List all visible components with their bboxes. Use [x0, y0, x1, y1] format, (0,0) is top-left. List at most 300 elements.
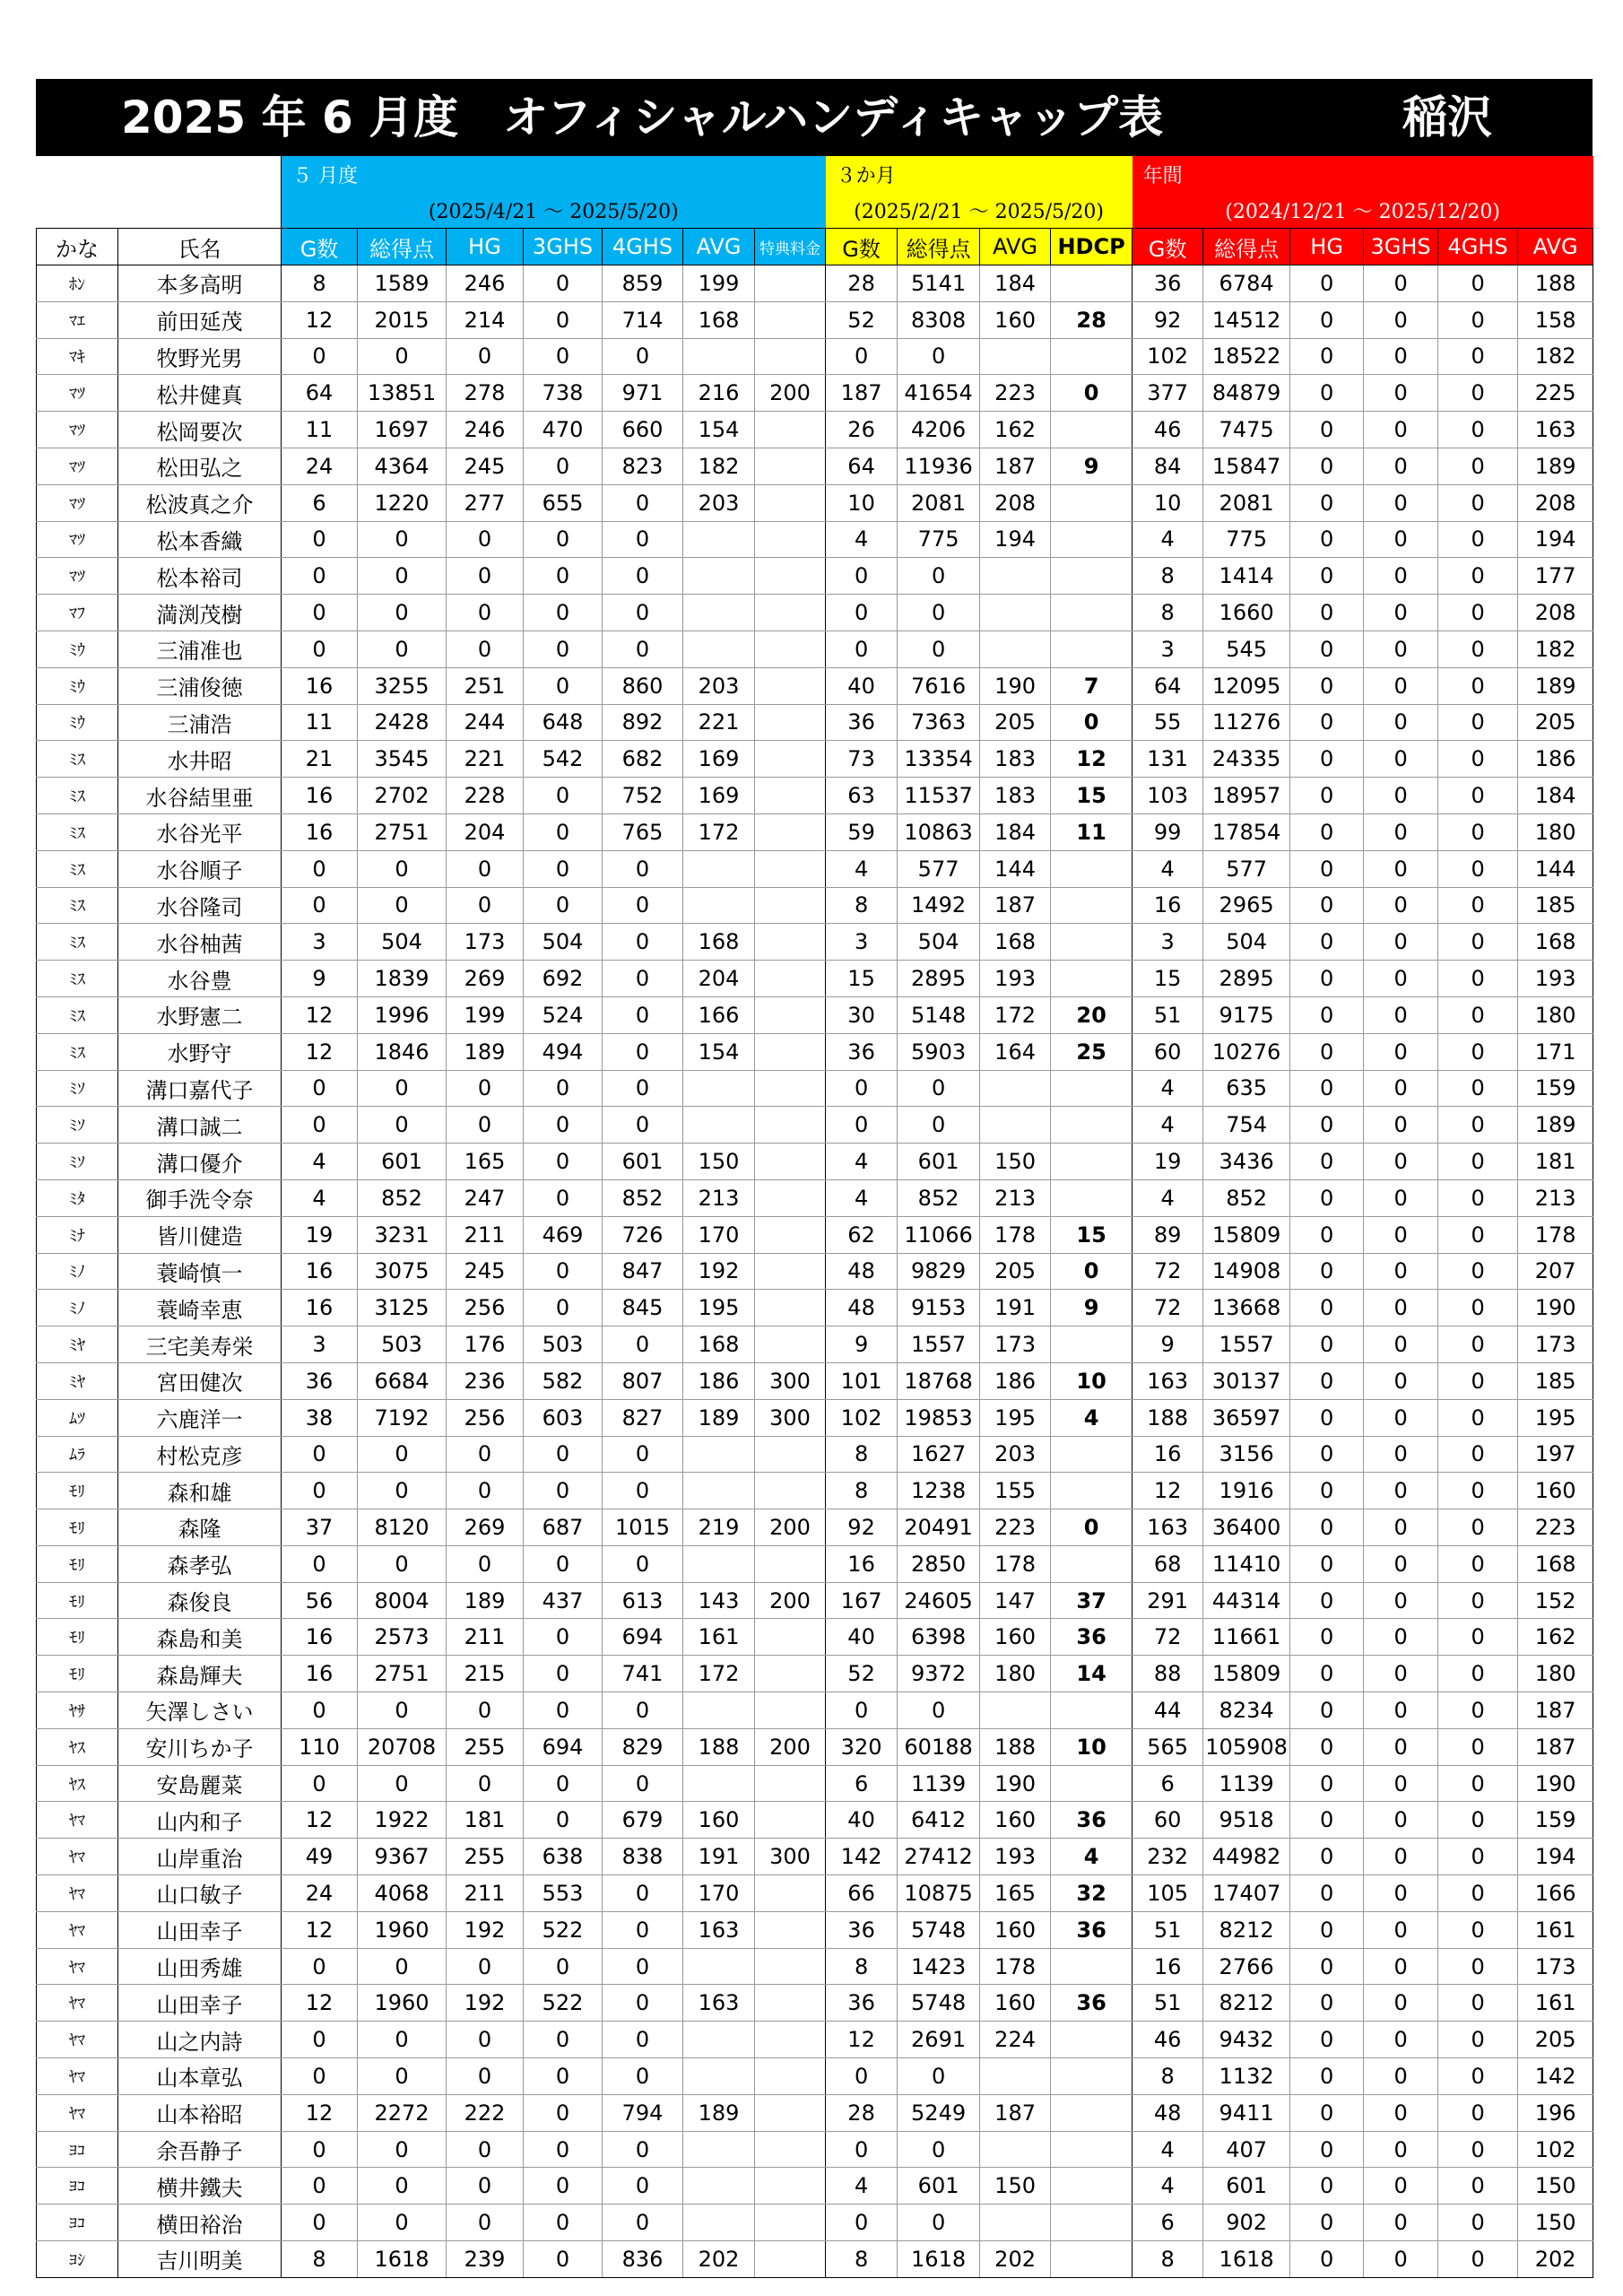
cell: 52	[826, 1656, 898, 1692]
cell: 714	[603, 301, 683, 338]
cell: 0	[1364, 1875, 1438, 1912]
cell: 0	[282, 558, 358, 595]
cell: 197	[1518, 1436, 1593, 1473]
cell: 180	[1518, 1656, 1593, 1692]
table-row	[37, 375, 1593, 412]
name-cell: 山内和子	[118, 1802, 282, 1839]
cell: 0	[1364, 265, 1438, 302]
cell	[755, 265, 826, 302]
table-row	[37, 1728, 1593, 1765]
cell: 0	[1438, 1179, 1518, 1216]
cell: 545	[1203, 631, 1290, 667]
cell: 469	[524, 1216, 603, 1253]
table-row	[37, 448, 1593, 484]
cell: 16	[282, 1253, 358, 1290]
cell: 0	[1364, 887, 1438, 924]
table-row	[37, 961, 1593, 997]
cell: 847	[603, 1253, 683, 1290]
name-cell: 三浦浩	[118, 704, 282, 741]
cell: 0	[1364, 924, 1438, 961]
cell: 0	[1438, 1545, 1518, 1582]
hdcp-cell	[1051, 412, 1133, 448]
cell: 9367	[358, 1839, 447, 1875]
name-cell: 矢澤しさい	[118, 1692, 282, 1729]
cell: 0	[282, 521, 358, 558]
cell: 205	[1518, 704, 1593, 741]
cell	[755, 1545, 826, 1582]
cell: 0	[1364, 2094, 1438, 2131]
cell: 0	[1438, 2022, 1518, 2058]
cell: 24	[282, 1875, 358, 1912]
kana-cell: ﾐｳ	[37, 704, 118, 741]
cell: 0	[447, 521, 524, 558]
cell: 213	[1518, 1179, 1593, 1216]
cell: 3	[282, 1326, 358, 1363]
cell: 155	[980, 1473, 1051, 1509]
cell: 255	[447, 1728, 524, 1765]
cell: 160	[1518, 1473, 1593, 1509]
cell: 12	[282, 996, 358, 1033]
cell	[683, 1436, 755, 1473]
hdcp-cell: 20	[1051, 996, 1133, 1033]
hdcp-cell	[1051, 1179, 1133, 1216]
cell: 211	[447, 1619, 524, 1656]
may-header-2: HG	[447, 229, 524, 265]
cell: 0	[1290, 741, 1364, 778]
cell: 202	[980, 2241, 1051, 2278]
cell: 4364	[358, 448, 447, 484]
hdcp-cell: 0	[1051, 375, 1133, 412]
cell: 0	[358, 2058, 447, 2095]
kana-cell: ﾓﾘ	[37, 1619, 118, 1656]
cell: 0	[1290, 887, 1364, 924]
cell: 0	[1290, 1911, 1364, 1948]
cell: 6412	[898, 1802, 980, 1839]
cell: 60	[1133, 1802, 1203, 1839]
name-cell: 森島和美	[118, 1619, 282, 1656]
cell: 752	[603, 778, 683, 814]
cell: 16	[282, 1290, 358, 1326]
cell: 0	[1438, 961, 1518, 997]
cell: 1960	[358, 1911, 447, 1948]
cell	[755, 448, 826, 484]
cell: 601	[898, 1144, 980, 1180]
kana-cell: ﾏﾂ	[37, 448, 118, 484]
cell: 0	[826, 1692, 898, 1729]
cell: 84879	[1203, 375, 1290, 412]
cell: 0	[447, 887, 524, 924]
hdcp-cell: 4	[1051, 1399, 1133, 1436]
cell	[683, 338, 755, 375]
cell: 0	[1364, 2131, 1438, 2168]
table-row	[37, 1070, 1593, 1107]
kana-cell: ﾎﾝ	[37, 265, 118, 302]
cell	[683, 631, 755, 667]
cell: 504	[358, 924, 447, 961]
cell	[980, 2058, 1051, 2095]
cell: 0	[603, 996, 683, 1033]
cell	[755, 1656, 826, 1692]
group-label-row	[37, 156, 1593, 192]
cell: 1132	[1203, 2058, 1290, 2095]
cell: 36400	[1203, 1509, 1290, 1546]
kana-cell: ﾑﾗ	[37, 1436, 118, 1473]
cell: 0	[1364, 1692, 1438, 1729]
name-cell: 蓑崎幸恵	[118, 1290, 282, 1326]
cell: 223	[1518, 1509, 1593, 1546]
name-cell: 水谷柚茜	[118, 924, 282, 961]
cell: 0	[603, 595, 683, 631]
cell	[755, 1253, 826, 1290]
group-three-label: ３か月	[826, 156, 1133, 192]
cell: 3255	[358, 667, 447, 704]
kana-cell: ﾔﾏ	[37, 2058, 118, 2095]
group-three-range: (2025/2/21 ～ 2025/5/20)	[826, 192, 1133, 229]
cell: 0	[1290, 375, 1364, 412]
cell: 150	[1518, 2168, 1593, 2205]
table-row	[37, 1290, 1593, 1326]
cell: 0	[826, 595, 898, 631]
cell: 161	[1518, 1985, 1593, 2022]
cell: 21	[282, 741, 358, 778]
cell: 200	[755, 1728, 826, 1765]
cell: 0	[1364, 1144, 1438, 1180]
cell: 187	[980, 887, 1051, 924]
cell: 0	[603, 1436, 683, 1473]
cell: 0	[1290, 996, 1364, 1033]
cell: 16	[1133, 887, 1203, 924]
name-cell: 三宅美寿栄	[118, 1326, 282, 1363]
cell: 160	[980, 1911, 1051, 1948]
cell: 0	[1364, 704, 1438, 741]
cell: 195	[683, 1290, 755, 1326]
cell: 0	[358, 1070, 447, 1107]
cell: 2766	[1203, 1948, 1290, 1985]
cell: 0	[1438, 2131, 1518, 2168]
cell	[755, 741, 826, 778]
hdcp-cell	[1051, 338, 1133, 375]
cell: 494	[524, 1033, 603, 1070]
cell: 12	[282, 1985, 358, 2022]
cell: 20491	[898, 1509, 980, 1546]
cell: 1996	[358, 996, 447, 1033]
cell: 9	[826, 1326, 898, 1363]
cell: 193	[1518, 961, 1593, 997]
name-cell: 前田延茂	[118, 301, 282, 338]
cell: 0	[1438, 1362, 1518, 1399]
cell: 199	[683, 265, 755, 302]
cell: 3545	[358, 741, 447, 778]
cell: 224	[980, 2022, 1051, 2058]
cell: 6784	[1203, 265, 1290, 302]
cell: 0	[524, 1473, 603, 1509]
hdcp-cell	[1051, 2241, 1133, 2278]
kana-cell: ﾏﾂ	[37, 375, 118, 412]
cell: 0	[1364, 1326, 1438, 1363]
cell: 11936	[898, 448, 980, 484]
cell: 63	[826, 778, 898, 814]
cell: 186	[1518, 741, 1593, 778]
cell: 0	[358, 1436, 447, 1473]
name-cell: 蓑崎慎一	[118, 1253, 282, 1290]
cell: 0	[524, 2168, 603, 2205]
cell: 0	[447, 2168, 524, 2205]
kana-cell: ﾔﾏ	[37, 1985, 118, 2022]
cell: 0	[1364, 448, 1438, 484]
cell: 8212	[1203, 1911, 1290, 1948]
cell: 24605	[898, 1582, 980, 1619]
cell: 30	[826, 996, 898, 1033]
kana-cell: ﾏﾂ	[37, 484, 118, 521]
cell	[755, 2131, 826, 2168]
table-row	[37, 704, 1593, 741]
cell	[980, 595, 1051, 631]
cell: 2428	[358, 704, 447, 741]
kana-cell: ﾏﾂ	[37, 521, 118, 558]
cell: 191	[980, 1290, 1051, 1326]
cell: 0	[1364, 1290, 1438, 1326]
hdcp-cell: 0	[1051, 1509, 1133, 1546]
name-cell: 森俊良	[118, 1582, 282, 1619]
cell: 0	[447, 595, 524, 631]
table-row	[37, 1985, 1593, 2022]
cell: 183	[980, 741, 1051, 778]
cell: 0	[1364, 1985, 1438, 2022]
cell: 60188	[898, 1728, 980, 1765]
cell: 1922	[358, 1802, 447, 1839]
cell: 4	[826, 1144, 898, 1180]
cell: 163	[683, 1985, 755, 2022]
cell: 12	[282, 1802, 358, 1839]
cell: 0	[524, 1656, 603, 1692]
cell: 0	[1290, 2022, 1364, 2058]
cell: 648	[524, 704, 603, 741]
cell	[755, 1033, 826, 1070]
cell: 0	[1290, 2058, 1364, 2095]
cell: 8234	[1203, 1692, 1290, 1729]
cell: 0	[524, 1436, 603, 1473]
cell: 0	[1438, 667, 1518, 704]
cell: 0	[524, 2022, 603, 2058]
cell: 601	[898, 2168, 980, 2205]
cell: 0	[1290, 924, 1364, 961]
cell: 852	[1203, 1179, 1290, 1216]
cell: 169	[683, 778, 755, 814]
cell: 5249	[898, 2094, 980, 2131]
cell: 0	[1364, 521, 1438, 558]
cell: 0	[1364, 1033, 1438, 1070]
name-cell: 松田弘之	[118, 448, 282, 484]
cell: 0	[524, 887, 603, 924]
cell: 0	[524, 448, 603, 484]
cell: 0	[603, 631, 683, 667]
cell	[980, 2205, 1051, 2241]
cell: 0	[524, 1253, 603, 1290]
cell: 178	[1518, 1216, 1593, 1253]
member-rows	[37, 265, 1593, 2278]
cell: 49	[282, 1839, 358, 1875]
cell: 0	[1438, 1728, 1518, 1765]
cell: 8	[282, 265, 358, 302]
cell: 56	[282, 1582, 358, 1619]
cell: 5903	[898, 1033, 980, 1070]
cell: 28	[826, 2094, 898, 2131]
cell: 162	[1518, 1619, 1593, 1656]
cell	[755, 667, 826, 704]
kana-cell: ﾐｽ	[37, 778, 118, 814]
cell: 0	[898, 595, 980, 631]
cell: 679	[603, 1802, 683, 1839]
cell: 0	[1364, 1582, 1438, 1619]
cell: 0	[1364, 2022, 1438, 2058]
cell: 18768	[898, 1362, 980, 1399]
cell	[755, 2058, 826, 2095]
cell: 44	[1133, 1692, 1203, 1729]
cell: 15847	[1203, 448, 1290, 484]
cell: 0	[1290, 448, 1364, 484]
cell: 40	[826, 667, 898, 704]
table-row	[37, 2058, 1593, 2095]
cell: 59	[826, 813, 898, 850]
cell: 142	[1518, 2058, 1593, 2095]
cell: 0	[282, 595, 358, 631]
cell: 902	[1203, 2205, 1290, 2241]
cell	[755, 558, 826, 595]
kana-cell: ﾐｽ	[37, 850, 118, 887]
cell: 0	[1290, 667, 1364, 704]
name-cell: 山口敏子	[118, 1875, 282, 1912]
cell: 0	[1364, 961, 1438, 997]
cell: 13668	[1203, 1290, 1290, 1326]
table-row	[37, 1656, 1593, 1692]
kana-cell: ﾏｷ	[37, 338, 118, 375]
table-row	[37, 667, 1593, 704]
table-row	[37, 631, 1593, 667]
cell: 190	[1518, 1290, 1593, 1326]
name-cell: 安川ちか子	[118, 1728, 282, 1765]
cell: 192	[447, 1911, 524, 1948]
cell: 0	[524, 1802, 603, 1839]
cell: 0	[1364, 1911, 1438, 1948]
cell: 105908	[1203, 1728, 1290, 1765]
cell: 8	[826, 2241, 898, 2278]
cell: 154	[683, 412, 755, 448]
cell: 4	[1133, 521, 1203, 558]
cell: 0	[1290, 778, 1364, 814]
cell: 0	[1438, 2168, 1518, 2205]
cell: 0	[282, 338, 358, 375]
cell: 159	[1518, 1802, 1593, 1839]
cell	[755, 1290, 826, 1326]
cell: 3125	[358, 1290, 447, 1326]
cell: 256	[447, 1399, 524, 1436]
cell: 102	[1133, 338, 1203, 375]
cell: 0	[524, 2094, 603, 2131]
cell: 0	[1438, 631, 1518, 667]
cell: 1618	[358, 2241, 447, 2278]
cell: 168	[683, 1326, 755, 1363]
cell	[755, 1436, 826, 1473]
table-row	[37, 2241, 1593, 2278]
cell: 0	[1290, 338, 1364, 375]
cell: 199	[447, 996, 524, 1033]
cell: 852	[898, 1179, 980, 1216]
cell: 0	[447, 850, 524, 887]
cell: 437	[524, 1582, 603, 1619]
cell: 0	[1364, 1179, 1438, 1216]
handicap-table	[36, 156, 1593, 2278]
cell: 0	[282, 1436, 358, 1473]
table-row	[37, 1436, 1593, 1473]
name-cell: 水野守	[118, 1033, 282, 1070]
cell: 892	[603, 704, 683, 741]
cell: 173	[447, 924, 524, 961]
cell: 1423	[898, 1948, 980, 1985]
cell: 0	[1290, 1436, 1364, 1473]
cell: 0	[358, 2131, 447, 2168]
cell	[755, 778, 826, 814]
cell: 36	[826, 1985, 898, 2022]
cell	[980, 1070, 1051, 1107]
cell: 178	[980, 1216, 1051, 1253]
cell: 167	[826, 1582, 898, 1619]
cell: 0	[1438, 1290, 1518, 1326]
cell: 1414	[1203, 558, 1290, 595]
cell: 0	[524, 1692, 603, 1729]
cell: 239	[447, 2241, 524, 2278]
hdcp-cell: 14	[1051, 1656, 1133, 1692]
name-cell: 森隆	[118, 1509, 282, 1546]
center-name: 稲沢	[1402, 91, 1492, 144]
cell: 10875	[898, 1875, 980, 1912]
kana-cell: ﾐﾅ	[37, 1216, 118, 1253]
cell: 0	[524, 558, 603, 595]
cell: 181	[1518, 1144, 1593, 1180]
cell: 694	[524, 1728, 603, 1765]
hdcp-cell	[1051, 924, 1133, 961]
cell: 165	[980, 1875, 1051, 1912]
cell: 189	[1518, 667, 1593, 704]
cell: 64	[826, 448, 898, 484]
cell: 0	[1438, 1070, 1518, 1107]
cell: 1660	[1203, 595, 1290, 631]
cell: 182	[683, 448, 755, 484]
cell: 72	[1133, 1619, 1203, 1656]
cell: 794	[603, 2094, 683, 2131]
cell: 4	[1133, 2168, 1203, 2205]
cell	[755, 2022, 826, 2058]
cell: 0	[1438, 1802, 1518, 1839]
cell	[755, 1070, 826, 1107]
cell	[755, 1107, 826, 1144]
name-cell: 山田秀雄	[118, 1948, 282, 1985]
cell	[683, 1070, 755, 1107]
table-row	[37, 1253, 1593, 1290]
cell: 553	[524, 1875, 603, 1912]
cell: 2895	[898, 961, 980, 997]
cell: 213	[980, 1179, 1051, 1216]
cell: 221	[447, 741, 524, 778]
cell: 0	[1290, 2131, 1364, 2168]
cell	[683, 1107, 755, 1144]
kana-cell: ﾐﾉ	[37, 1290, 118, 1326]
name-cell: 三浦准也	[118, 631, 282, 667]
kana-cell: ﾐｿ	[37, 1107, 118, 1144]
cell: 1697	[358, 412, 447, 448]
hdcp-cell	[1051, 2022, 1133, 2058]
cell: 12	[282, 1033, 358, 1070]
cell: 0	[1290, 1692, 1364, 1729]
